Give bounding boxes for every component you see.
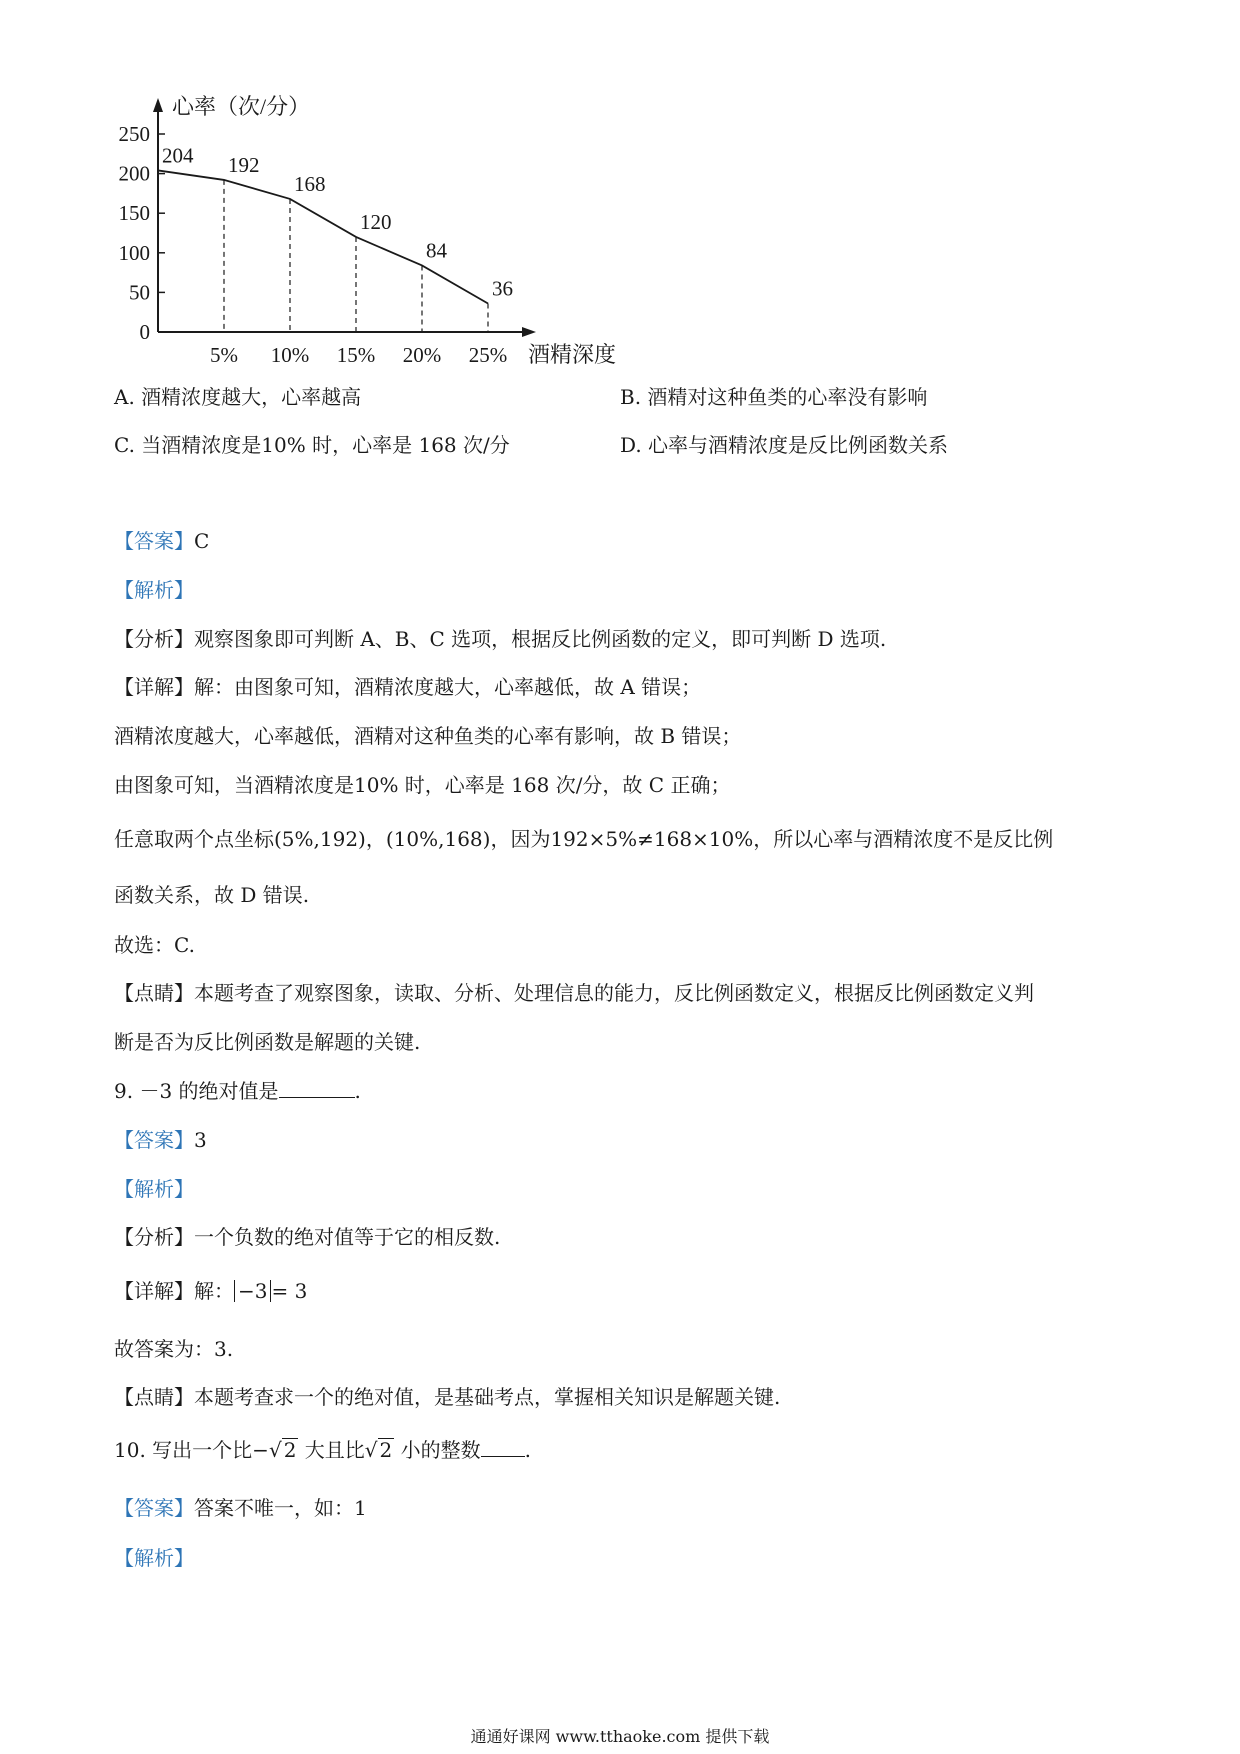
option-b: B. 酒精对这种鱼类的心率没有影响: [620, 385, 928, 409]
q8-detail-1: 【详解】解：由图象可知，酒精浓度越大，心率越低，故 A 错误；: [114, 675, 702, 699]
answer-tag: 【答案】: [114, 1128, 194, 1152]
q9-final: 故答案为：3.: [114, 1337, 234, 1361]
x-tick-label: 20%: [402, 343, 442, 367]
q9-detail: [114, 1276, 307, 1306]
q10-mid: 大且比: [304, 1438, 365, 1462]
heart-rate-chart: [100, 90, 660, 380]
answer-blank: [481, 1436, 525, 1457]
answer-value: C: [194, 529, 210, 553]
detail-prefix: 【详解】解：: [114, 1279, 234, 1303]
q8-detail-3: 由图象可知，当酒精浓度是10% 时，心率是 168 次/分，故 C 正确；: [114, 773, 731, 797]
q10-analysis-tag: 【解析】: [114, 1546, 194, 1570]
q8-answer: [114, 526, 209, 556]
x-tick-label: 5%: [210, 343, 238, 367]
q8-dianjing-2: 断是否为反比例函数是解题的关键.: [114, 1030, 421, 1054]
data-label: 36: [492, 276, 513, 301]
x-tick-label: 25%: [468, 343, 508, 367]
chart-series: [158, 143, 513, 332]
data-label: 120: [360, 209, 392, 234]
y-tick-label: 0: [139, 320, 150, 344]
data-label: 204: [162, 143, 194, 168]
option-a: A. 酒精浓度越大，心率越高: [114, 385, 362, 409]
answer-value: 答案不唯一，如：1: [194, 1496, 367, 1520]
option-c: C. 当酒精浓度是10% 时，心率是 168 次/分: [114, 433, 510, 457]
q9-fenxi: 【分析】一个负数的绝对值等于它的相反数.: [114, 1225, 501, 1249]
x-axis-label: 酒精深度: [528, 342, 617, 367]
q10-text: 10. 写出一个比: [114, 1438, 253, 1462]
sqrt-icon: √: [268, 1438, 282, 1462]
abs-value: −3: [234, 1280, 271, 1302]
q9-text: 9. －3 的绝对值是: [114, 1079, 279, 1103]
data-label: 168: [294, 171, 326, 196]
footer: 通通好课网 www.tthaoke.com 提供下载: [470, 1727, 770, 1746]
q10-question: [114, 1435, 531, 1465]
option-d: D. 心率与酒精浓度是反比例函数关系: [620, 433, 949, 457]
detail-eq: = 3: [271, 1279, 308, 1303]
q10-end: .: [524, 1438, 531, 1462]
y-axis-arrow-icon: [153, 98, 163, 112]
q8-detail-5: 函数关系，故 D 错误.: [114, 883, 310, 907]
minus-sign: −: [252, 1438, 269, 1462]
q8-analysis-tag: 【解析】: [114, 578, 194, 602]
q9-dianjing: 【点睛】本题考查求一个的绝对值，是基础考点，掌握相关知识是解题关键.: [114, 1385, 781, 1409]
data-label: 84: [426, 238, 447, 263]
q10-answer: [114, 1493, 367, 1523]
x-tick-label: 10%: [270, 343, 310, 367]
answer-blank: [279, 1077, 355, 1098]
y-tick-label: 50: [129, 280, 150, 305]
y-tick-label: 100: [118, 240, 150, 265]
q8-detail-2: 酒精浓度越大，心率越低，酒精对这种鱼类的心率有影响，故 B 错误；: [114, 724, 742, 748]
data-label: 192: [228, 152, 260, 177]
q9-end: .: [354, 1079, 361, 1103]
sqrt-icon: √: [364, 1438, 378, 1462]
q8-choose: 故选：C.: [114, 933, 195, 957]
y-tick-label: 150: [118, 201, 150, 226]
answer-tag: 【答案】: [114, 529, 194, 553]
radicand: 2: [283, 1438, 297, 1462]
q8-fenxi: 【分析】观察图象即可判断 A、B、C 选项，根据反比例函数的定义，即可判断 D 选项.: [114, 627, 887, 651]
radicand: 2: [379, 1438, 393, 1462]
q8-detail-4: 任意取两个点坐标(5%,192)，(10%,168)，因为192×5%≠168×10%，所以心率与酒精浓度不是反比例: [114, 827, 1054, 851]
q8-dianjing-1: 【点睛】本题考查了观察图象，读取、分析、处理信息的能力，反比例函数定义，根据反比例函数定义判: [114, 981, 1034, 1005]
q9-question: [114, 1076, 361, 1106]
x-axis-arrow-icon: [522, 327, 536, 337]
y-tick-label: 200: [118, 161, 150, 186]
q9-answer: [114, 1125, 207, 1155]
answer-tag: 【答案】: [114, 1496, 194, 1520]
y-tick-label: 250: [118, 122, 150, 146]
answer-value: 3: [194, 1128, 207, 1152]
q10-suffix: 小的整数: [400, 1438, 481, 1462]
x-tick-label: 15%: [336, 343, 376, 367]
q9-analysis-tag: 【解析】: [114, 1177, 194, 1201]
y-axis-label: 心率（次/分）: [172, 94, 311, 119]
